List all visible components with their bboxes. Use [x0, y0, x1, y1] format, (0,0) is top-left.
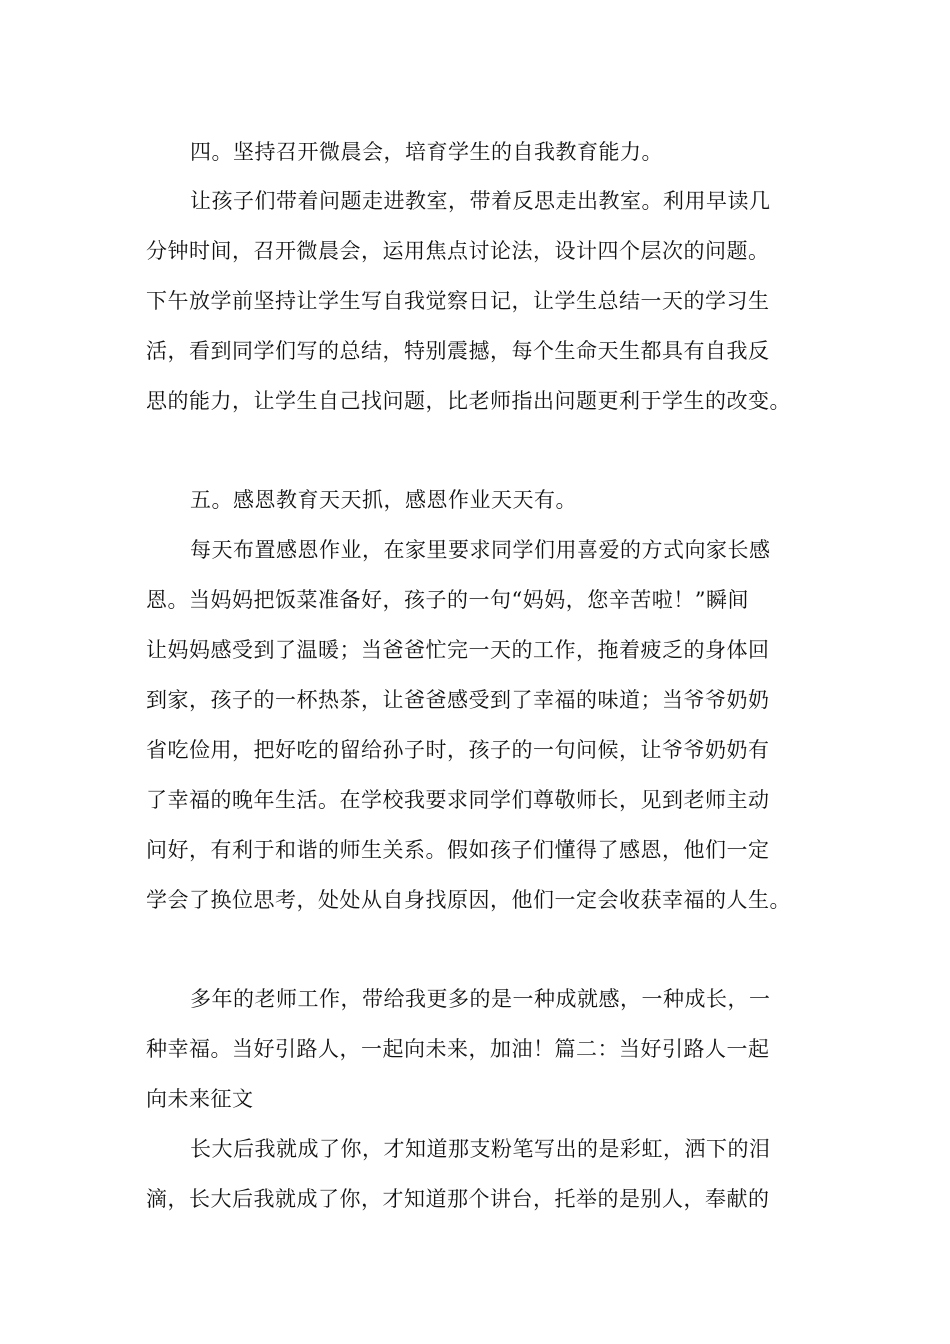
paragraph-line: 恩。当妈妈把饭菜准备好，孩子的一句“妈妈，您辛苦啦！”瞬间	[146, 588, 749, 612]
paragraph-line: 思的能力，让学生自己找问题，比老师指出问题更利于学生的改变。	[146, 389, 791, 413]
paragraph-line: 每天布置感恩作业，在家里要求同学们用喜爱的方式向家长感	[190, 538, 771, 562]
paragraph-line: 了幸福的晚年生活。在学校我要求同学们尊敬师长，见到老师主动	[146, 788, 770, 812]
paragraph-line: 活，看到同学们写的总结，特别震撼，每个生命天生都具有自我反	[146, 339, 770, 363]
paragraph-line: 让孩子们带着问题走进教室，带着反思走出教室。利用早读几	[190, 189, 771, 213]
paragraph-line: 种幸福。当好引路人，一起向未来，加油！篇二：当好引路人一起	[146, 1037, 770, 1061]
paragraph-line: 问好，有利于和谐的师生关系。假如孩子们懂得了感恩，他们一定	[146, 838, 770, 862]
paragraph-line: 下午放学前坚持让学生写自我觉察日记，让学生总结一天的学习生	[146, 289, 770, 313]
paragraph-line: 让妈妈感受到了温暖；当爸爸忙完一天的工作，拖着疲乏的身体回	[146, 638, 770, 662]
paragraph-line: 分钟时间，召开微晨会，运用焦点讨论法，设计四个层次的问题。	[146, 239, 770, 263]
paragraph-line: 长大后我就成了你，才知道那支粉笔写出的是彩虹，洒下的泪	[190, 1137, 771, 1161]
paragraph-line: 省吃俭用，把好吃的留给孙子时，孩子的一句问候，让爷爷奶奶有	[146, 738, 770, 762]
section-heading: 五。感恩教育天天抓，感恩作业天天有。	[190, 488, 577, 512]
paragraph-line: 向未来征文	[146, 1087, 254, 1111]
paragraph-line: 滴，长大后我就成了你，才知道那个讲台，托举的是别人，奉献的	[146, 1187, 770, 1211]
paragraph-line: 到家，孩子的一杯热茶，让爸爸感受到了幸福的味道；当爷爷奶奶	[146, 688, 770, 712]
section-heading: 四。坚持召开微晨会，培育学生的自我教育能力。	[190, 140, 663, 164]
paragraph-line: 学会了换位思考，处处从自身找原因，他们一定会收获幸福的人生。	[146, 888, 791, 912]
paragraph-line: 多年的老师工作，带给我更多的是一种成就感，一种成长，一	[190, 987, 771, 1011]
